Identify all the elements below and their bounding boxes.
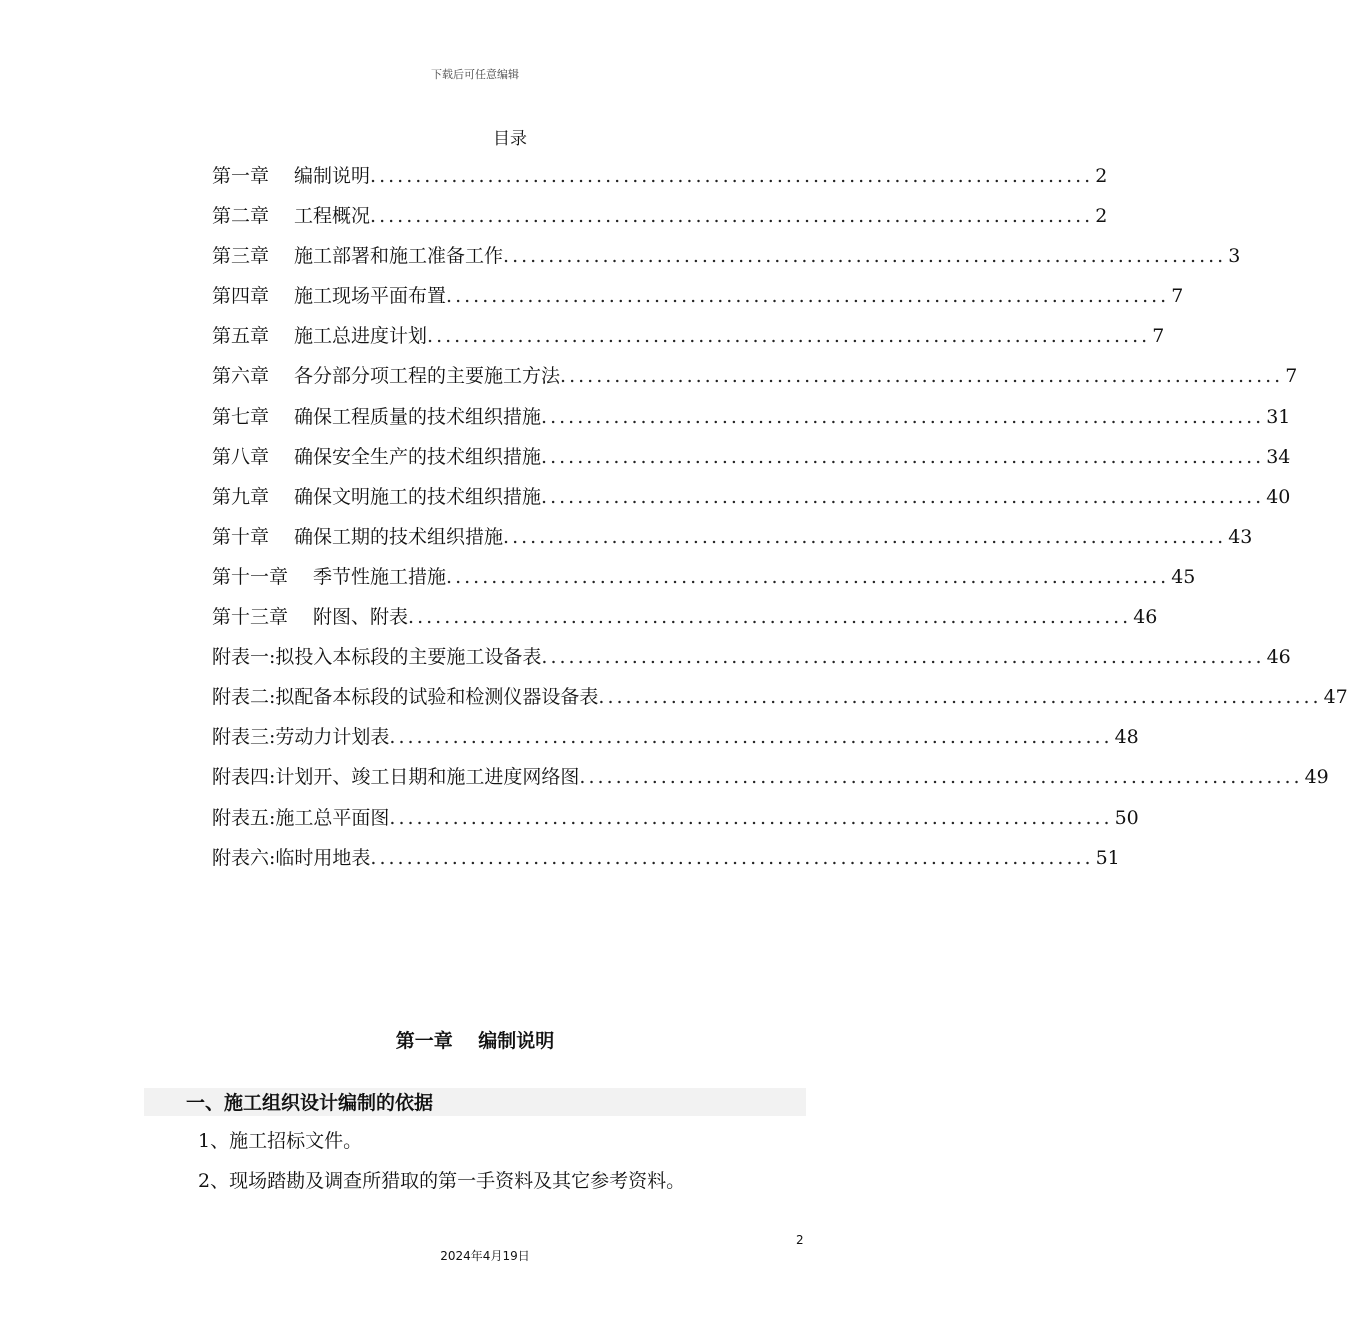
toc-entry[interactable] <box>212 236 1241 276</box>
toc-entry-page: 2 <box>1095 205 1108 228</box>
toc-entry[interactable] <box>212 356 1298 396</box>
toc-entry-label: 第五章 施工总进度计划 <box>212 325 428 348</box>
toc-entry-label: 第一章 编制说明 <box>212 165 371 187</box>
toc-entry-label: 第十三章 附图、附表 <box>212 606 409 629</box>
toc-leader-dots: ................................................................................ <box>503 245 1227 268</box>
toc-leader-dots: ................................................................................ <box>446 285 1170 308</box>
toc-entry[interactable] <box>212 517 1253 557</box>
toc-leader-dots: ................................................................................ <box>389 726 1113 749</box>
toc-leader-dots: ................................................................................ <box>598 686 1322 709</box>
footer-date: 2024年4月19日 <box>440 1249 530 1263</box>
toc-entry-page: 45 <box>1171 565 1196 588</box>
section-heading: 一、施工组织设计编制的依据 <box>144 1088 806 1116</box>
toc-entry-label: 第四章 施工现场平面布置 <box>212 285 447 308</box>
toc-leader-dots: ................................................................................ <box>370 205 1094 228</box>
toc-leader-dots: ................................................................................ <box>541 445 1265 468</box>
page-number: 2 <box>796 1233 804 1247</box>
toc-leader-dots: ................................................................................ <box>541 485 1265 508</box>
toc-entry-page: 2 <box>1095 165 1108 187</box>
toc-leader-dots: ................................................................................ <box>560 365 1284 388</box>
toc-entry[interactable] <box>212 316 1165 356</box>
toc-entry-page: 49 <box>1304 766 1329 789</box>
toc-entry-label: 第九章 确保文明施工的技术组织措施 <box>212 485 542 508</box>
toc-entry[interactable] <box>212 156 1108 196</box>
toc-leader-dots: ................................................................................ <box>446 565 1170 588</box>
toc-entry-label: 第七章 确保工程质量的技术组织措施 <box>212 405 542 428</box>
toc-leader-dots: ................................................................................ <box>408 606 1132 629</box>
body-paragraph: 1、施工招标文件。 <box>198 1130 363 1152</box>
toc-leader-dots: ................................................................................ <box>370 846 1094 869</box>
toc-entry-page: 7 <box>1285 365 1298 388</box>
toc-entry[interactable] <box>212 477 1291 517</box>
toc-entry-page: 46 <box>1266 646 1291 669</box>
toc-entry[interactable] <box>212 717 1139 757</box>
toc-entry-page: 46 <box>1133 606 1158 629</box>
toc-entry-label: 附表五:施工总平面图 <box>212 806 390 829</box>
toc-leader-dots: ................................................................................ <box>541 405 1265 428</box>
toc-leader-dots: ................................................................................ <box>427 325 1151 348</box>
toc-entry[interactable] <box>212 196 1108 236</box>
toc-entry-label: 附表二:拟配备本标段的试验和检测仪器设备表 <box>212 686 599 709</box>
toc-entry[interactable] <box>212 557 1196 597</box>
toc-leader-dots: ................................................................................ <box>503 525 1227 548</box>
body-paragraph: 2、现场踏勘及调查所猎取的第一手资料及其它参考资料。 <box>198 1170 686 1192</box>
chapter-title: 第一章 编制说明 <box>395 1030 555 1052</box>
toc-leader-dots: ................................................................................ <box>370 165 1094 187</box>
toc-entry-page: 50 <box>1114 806 1139 829</box>
toc-entry-page: 3 <box>1228 245 1241 268</box>
toc-title: 目录 <box>493 129 527 149</box>
toc-entry[interactable] <box>212 276 1184 316</box>
toc-entry[interactable] <box>212 838 1120 878</box>
toc-entry-page: 31 <box>1266 405 1291 428</box>
toc-entry-label: 第六章 各分部分项工程的主要施工方法 <box>212 365 561 388</box>
header-note: 下载后可任意编辑 <box>431 68 519 81</box>
toc-entry[interactable] <box>212 798 1139 838</box>
toc-entry-label: 第十章 确保工期的技术组织措施 <box>212 525 504 548</box>
toc-entry-page: 7 <box>1152 325 1165 348</box>
toc-leader-dots: ................................................................................ <box>541 646 1265 669</box>
toc-entry-page: 34 <box>1266 445 1291 468</box>
toc-entry-page: 51 <box>1095 846 1120 869</box>
toc-leader-dots: ................................................................................ <box>389 806 1113 829</box>
toc-entry-label: 附表四:计划开、竣工日期和施工进度网络图 <box>212 766 580 789</box>
toc-entry[interactable] <box>212 757 1329 797</box>
toc-entry-label: 附表一:拟投入本标段的主要施工设备表 <box>212 646 542 669</box>
toc-entry[interactable] <box>212 677 1348 717</box>
toc-entry-label: 第八章 确保安全生产的技术组织措施 <box>212 445 542 468</box>
toc-entry-label: 附表三:劳动力计划表 <box>212 726 390 749</box>
toc-entry[interactable] <box>212 597 1158 637</box>
toc-entry[interactable] <box>212 397 1291 437</box>
toc-entry-page: 7 <box>1171 285 1184 308</box>
toc-entry-label: 第三章 施工部署和施工准备工作 <box>212 245 504 268</box>
toc-entry-page: 48 <box>1114 726 1139 749</box>
toc-entry-page: 40 <box>1266 485 1291 508</box>
toc-entry-label: 第二章 工程概况 <box>212 205 371 228</box>
toc-entry-page: 47 <box>1323 686 1348 709</box>
toc-entry-label: 第十一章 季节性施工措施 <box>212 565 447 588</box>
toc-entry[interactable] <box>212 437 1291 477</box>
toc-entry-label: 附表六:临时用地表 <box>212 846 371 869</box>
toc-leader-dots: ................................................................................ <box>579 766 1303 789</box>
toc-entry-page: 43 <box>1228 525 1253 548</box>
toc-entry[interactable] <box>212 637 1291 677</box>
table-of-contents <box>212 156 1348 878</box>
